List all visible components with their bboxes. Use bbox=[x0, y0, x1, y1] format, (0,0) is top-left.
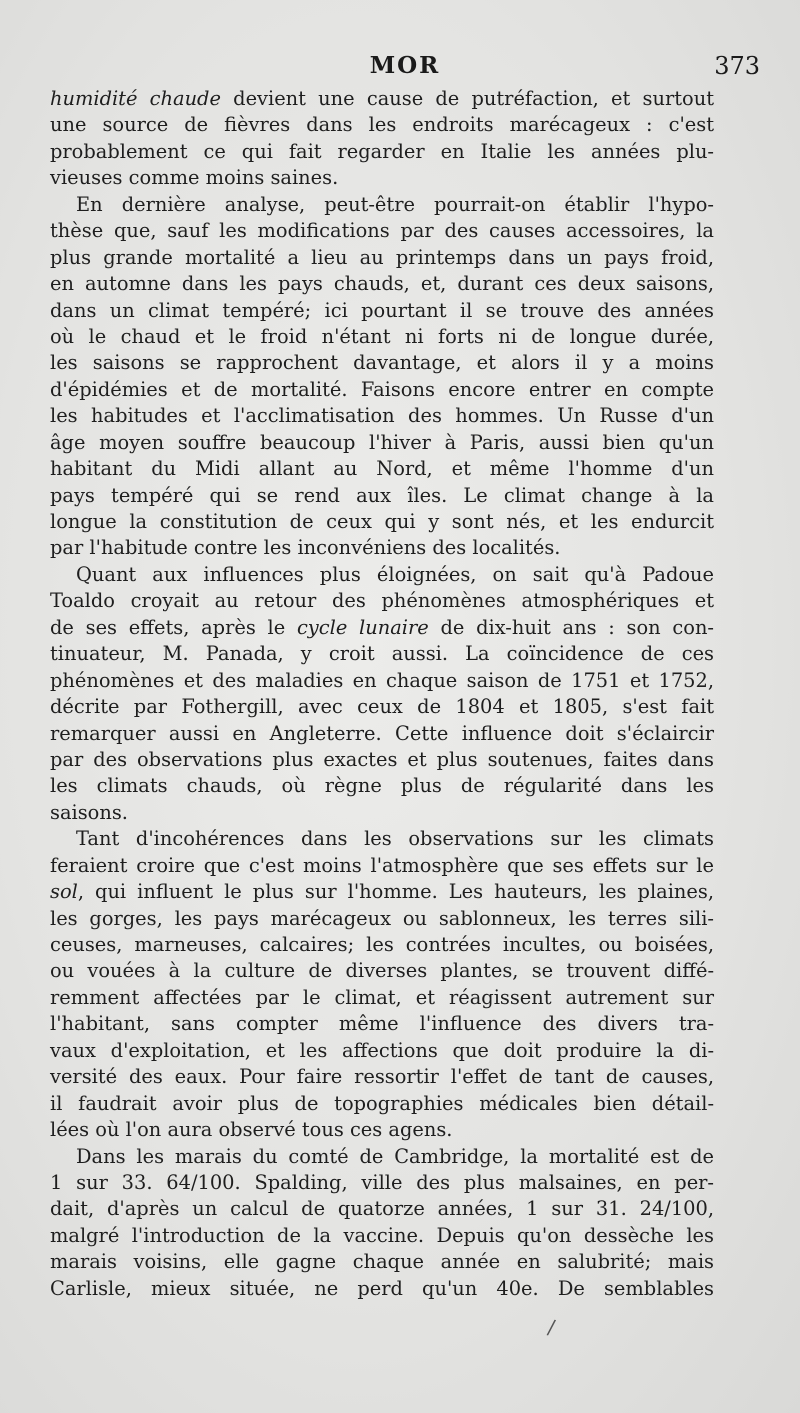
text-segment: 1 sur 33. 64/100. Spalding, ville des plus malsaines, en per- bbox=[50, 1170, 714, 1194]
text-segment: pays tempéré qui se rend aux îles. Le climat change à la bbox=[50, 483, 714, 507]
text-segment: l'habitant, sans compter même l'influence des divers tra- bbox=[50, 1012, 714, 1036]
text-line bbox=[50, 668, 714, 694]
text-segment: malgré l'introduction de la vaccine. Depuis qu'on dessèche les bbox=[50, 1223, 714, 1247]
text-segment: lées où l'on aura observé tous ces agens. bbox=[50, 1118, 453, 1142]
text-line bbox=[50, 826, 714, 852]
text-segment: où le chaud et le froid n'étant ni forts ni de longue durée, bbox=[50, 324, 714, 348]
text-segment: Carlisle, mieux située, ne perd qu'un 40e. De semblables bbox=[50, 1276, 714, 1300]
text-line bbox=[50, 509, 714, 535]
text-segment: vaux d'exploitation, et les affections que doit produire la di- bbox=[50, 1038, 714, 1062]
text-line bbox=[50, 271, 714, 297]
text-segment: décrite par Fothergill, avec ceux de 1804 et 1805, s'est fait bbox=[50, 695, 714, 719]
text-line bbox=[50, 218, 714, 244]
text-segment: Dans les marais du comté de Cambridge, la mortalité est de bbox=[76, 1144, 714, 1168]
text-line bbox=[50, 1011, 714, 1037]
text-segment: phénomènes et des maladies en chaque saison de 1751 et 1752, bbox=[50, 668, 714, 692]
text-segment: de ses effets, après le bbox=[50, 615, 297, 639]
italic-text: cycle lunaire bbox=[296, 615, 429, 639]
text-line bbox=[50, 562, 714, 588]
text-segment: une source de fièvres dans les endroits marécageux : c'est bbox=[50, 113, 714, 137]
text-segment: par des observations plus exactes et plus soutenues, faites dans bbox=[50, 747, 714, 771]
text-line bbox=[50, 165, 714, 191]
text-line bbox=[50, 588, 714, 614]
text-segment: ceuses, marneuses, calcaires; les contrées incultes, ou boisées, bbox=[50, 933, 714, 956]
body-text bbox=[50, 86, 714, 1302]
text-segment: par l'habitude contre les inconvéniens des localités. bbox=[50, 536, 561, 560]
text-segment: devient une cause de putréfaction, et surtout bbox=[220, 87, 714, 110]
text-line bbox=[50, 1091, 714, 1117]
text-line bbox=[50, 1276, 714, 1302]
text-segment: dans un climat tempéré; ici pourtant il se trouve des années bbox=[50, 298, 714, 322]
text-segment: saisons. bbox=[50, 800, 128, 824]
text-line bbox=[50, 139, 714, 165]
margin-mark: / bbox=[545, 1314, 557, 1340]
text-line bbox=[50, 1249, 714, 1275]
text-segment: les climats chauds, où règne plus de régularité dans les bbox=[50, 774, 714, 798]
text-line bbox=[50, 324, 714, 350]
text-segment: Quant aux influences plus éloignées, on sait qu'à Padoue bbox=[76, 562, 714, 586]
text-line bbox=[50, 430, 714, 456]
text-segment: âge moyen souffre beaucoup l'hiver à Paris, aussi bien qu'un bbox=[50, 430, 714, 454]
text-segment: ou vouées à la culture de diverses plantes, se trouvent diffé- bbox=[50, 959, 714, 983]
text-segment: remment affectées par le climat, et réagissent autrement sur bbox=[50, 985, 714, 1009]
text-line bbox=[50, 906, 714, 932]
text-line bbox=[50, 1170, 714, 1196]
text-line bbox=[50, 1196, 714, 1222]
italic-text: humidité chaude bbox=[50, 87, 221, 110]
text-segment: les gorges, les pays marécageux ou sablonneux, les terres sili- bbox=[50, 906, 714, 930]
text-line bbox=[50, 456, 714, 482]
text-segment: vieuses comme moins saines. bbox=[50, 166, 339, 190]
text-line bbox=[50, 747, 714, 773]
text-segment: feraient croire que c'est moins l'atmosphère que ses effets sur le bbox=[50, 853, 714, 877]
text-segment: dait, d'après un calcul de quatorze années, 1 sur 31. 24/100, bbox=[50, 1197, 714, 1221]
text-line bbox=[50, 1117, 714, 1143]
text-line bbox=[50, 694, 714, 720]
text-segment: de dix-huit ans : son con- bbox=[428, 615, 714, 639]
text-line bbox=[50, 615, 714, 641]
text-line bbox=[50, 403, 714, 429]
text-line bbox=[50, 192, 714, 218]
text-line bbox=[50, 641, 714, 667]
text-line bbox=[50, 1038, 714, 1064]
text-line bbox=[50, 1223, 714, 1249]
text-segment: habitant du Midi allant au Nord, et même l'homme d'un bbox=[50, 457, 714, 481]
text-segment: probablement ce qui fait regarder en Italie les années plu- bbox=[50, 139, 714, 163]
text-segment: longue la constitution de ceux qui y sont nés, et les endurcit bbox=[50, 510, 714, 533]
text-segment: En dernière analyse, peut-être pourrait-on établir l'hypo- bbox=[76, 192, 714, 216]
text-line bbox=[50, 1064, 714, 1090]
text-line bbox=[50, 377, 714, 403]
text-line bbox=[50, 985, 714, 1011]
text-segment: les saisons se rapprochent davantage, et alors il y a moins bbox=[50, 351, 714, 375]
text-segment: Tant d'incohérences dans les observations sur les climats bbox=[76, 827, 714, 851]
text-segment: en automne dans les pays chauds, et, durant ces deux saisons, bbox=[50, 272, 714, 296]
text-line bbox=[50, 483, 714, 509]
text-line bbox=[50, 773, 714, 799]
text-segment: plus grande mortalité a lieu au printemps dans un pays froid, bbox=[50, 245, 714, 269]
text-line bbox=[50, 1144, 714, 1170]
text-line bbox=[50, 932, 714, 958]
text-line bbox=[50, 112, 714, 138]
text-line bbox=[50, 298, 714, 324]
text-line bbox=[50, 350, 714, 376]
text-line bbox=[50, 721, 714, 747]
text-segment: les habitudes et l'acclimatisation des hommes. Un Russe d'un bbox=[50, 404, 714, 428]
text-segment: marais voisins, elle gagne chaque année en salubrité; mais bbox=[50, 1250, 714, 1274]
text-segment: remarquer aussi en Angleterre. Cette influence doit s'éclaircir bbox=[50, 721, 714, 745]
text-segment: il faudrait avoir plus de topographies médicales bien détail- bbox=[50, 1091, 714, 1115]
text-segment: , qui influent le plus sur l'homme. Les hauteurs, les plaines, bbox=[77, 880, 714, 904]
text-line bbox=[50, 245, 714, 271]
text-line bbox=[50, 853, 714, 879]
text-segment: d'épidémies et de mortalité. Faisons encore entrer en compte bbox=[50, 377, 714, 401]
text-line bbox=[50, 86, 714, 112]
page-number: 373 bbox=[714, 52, 760, 80]
text-segment: Toaldo croyait au retour des phénomènes atmosphériques et bbox=[50, 589, 714, 613]
text-line bbox=[50, 800, 714, 826]
text-segment: tinuateur, M. Panada, y croit aussi. La coïncidence de ces bbox=[50, 642, 714, 666]
text-segment: versité des eaux. Pour faire ressortir l'effet de tant de causes, bbox=[50, 1065, 714, 1089]
italic-text: sol bbox=[50, 880, 78, 904]
text-line bbox=[50, 958, 714, 984]
running-head: MOR bbox=[369, 52, 441, 79]
text-line bbox=[50, 879, 714, 905]
text-line bbox=[50, 535, 714, 561]
text-segment: thèse que, sauf les modifications par des causes accessoires, la bbox=[50, 219, 714, 243]
